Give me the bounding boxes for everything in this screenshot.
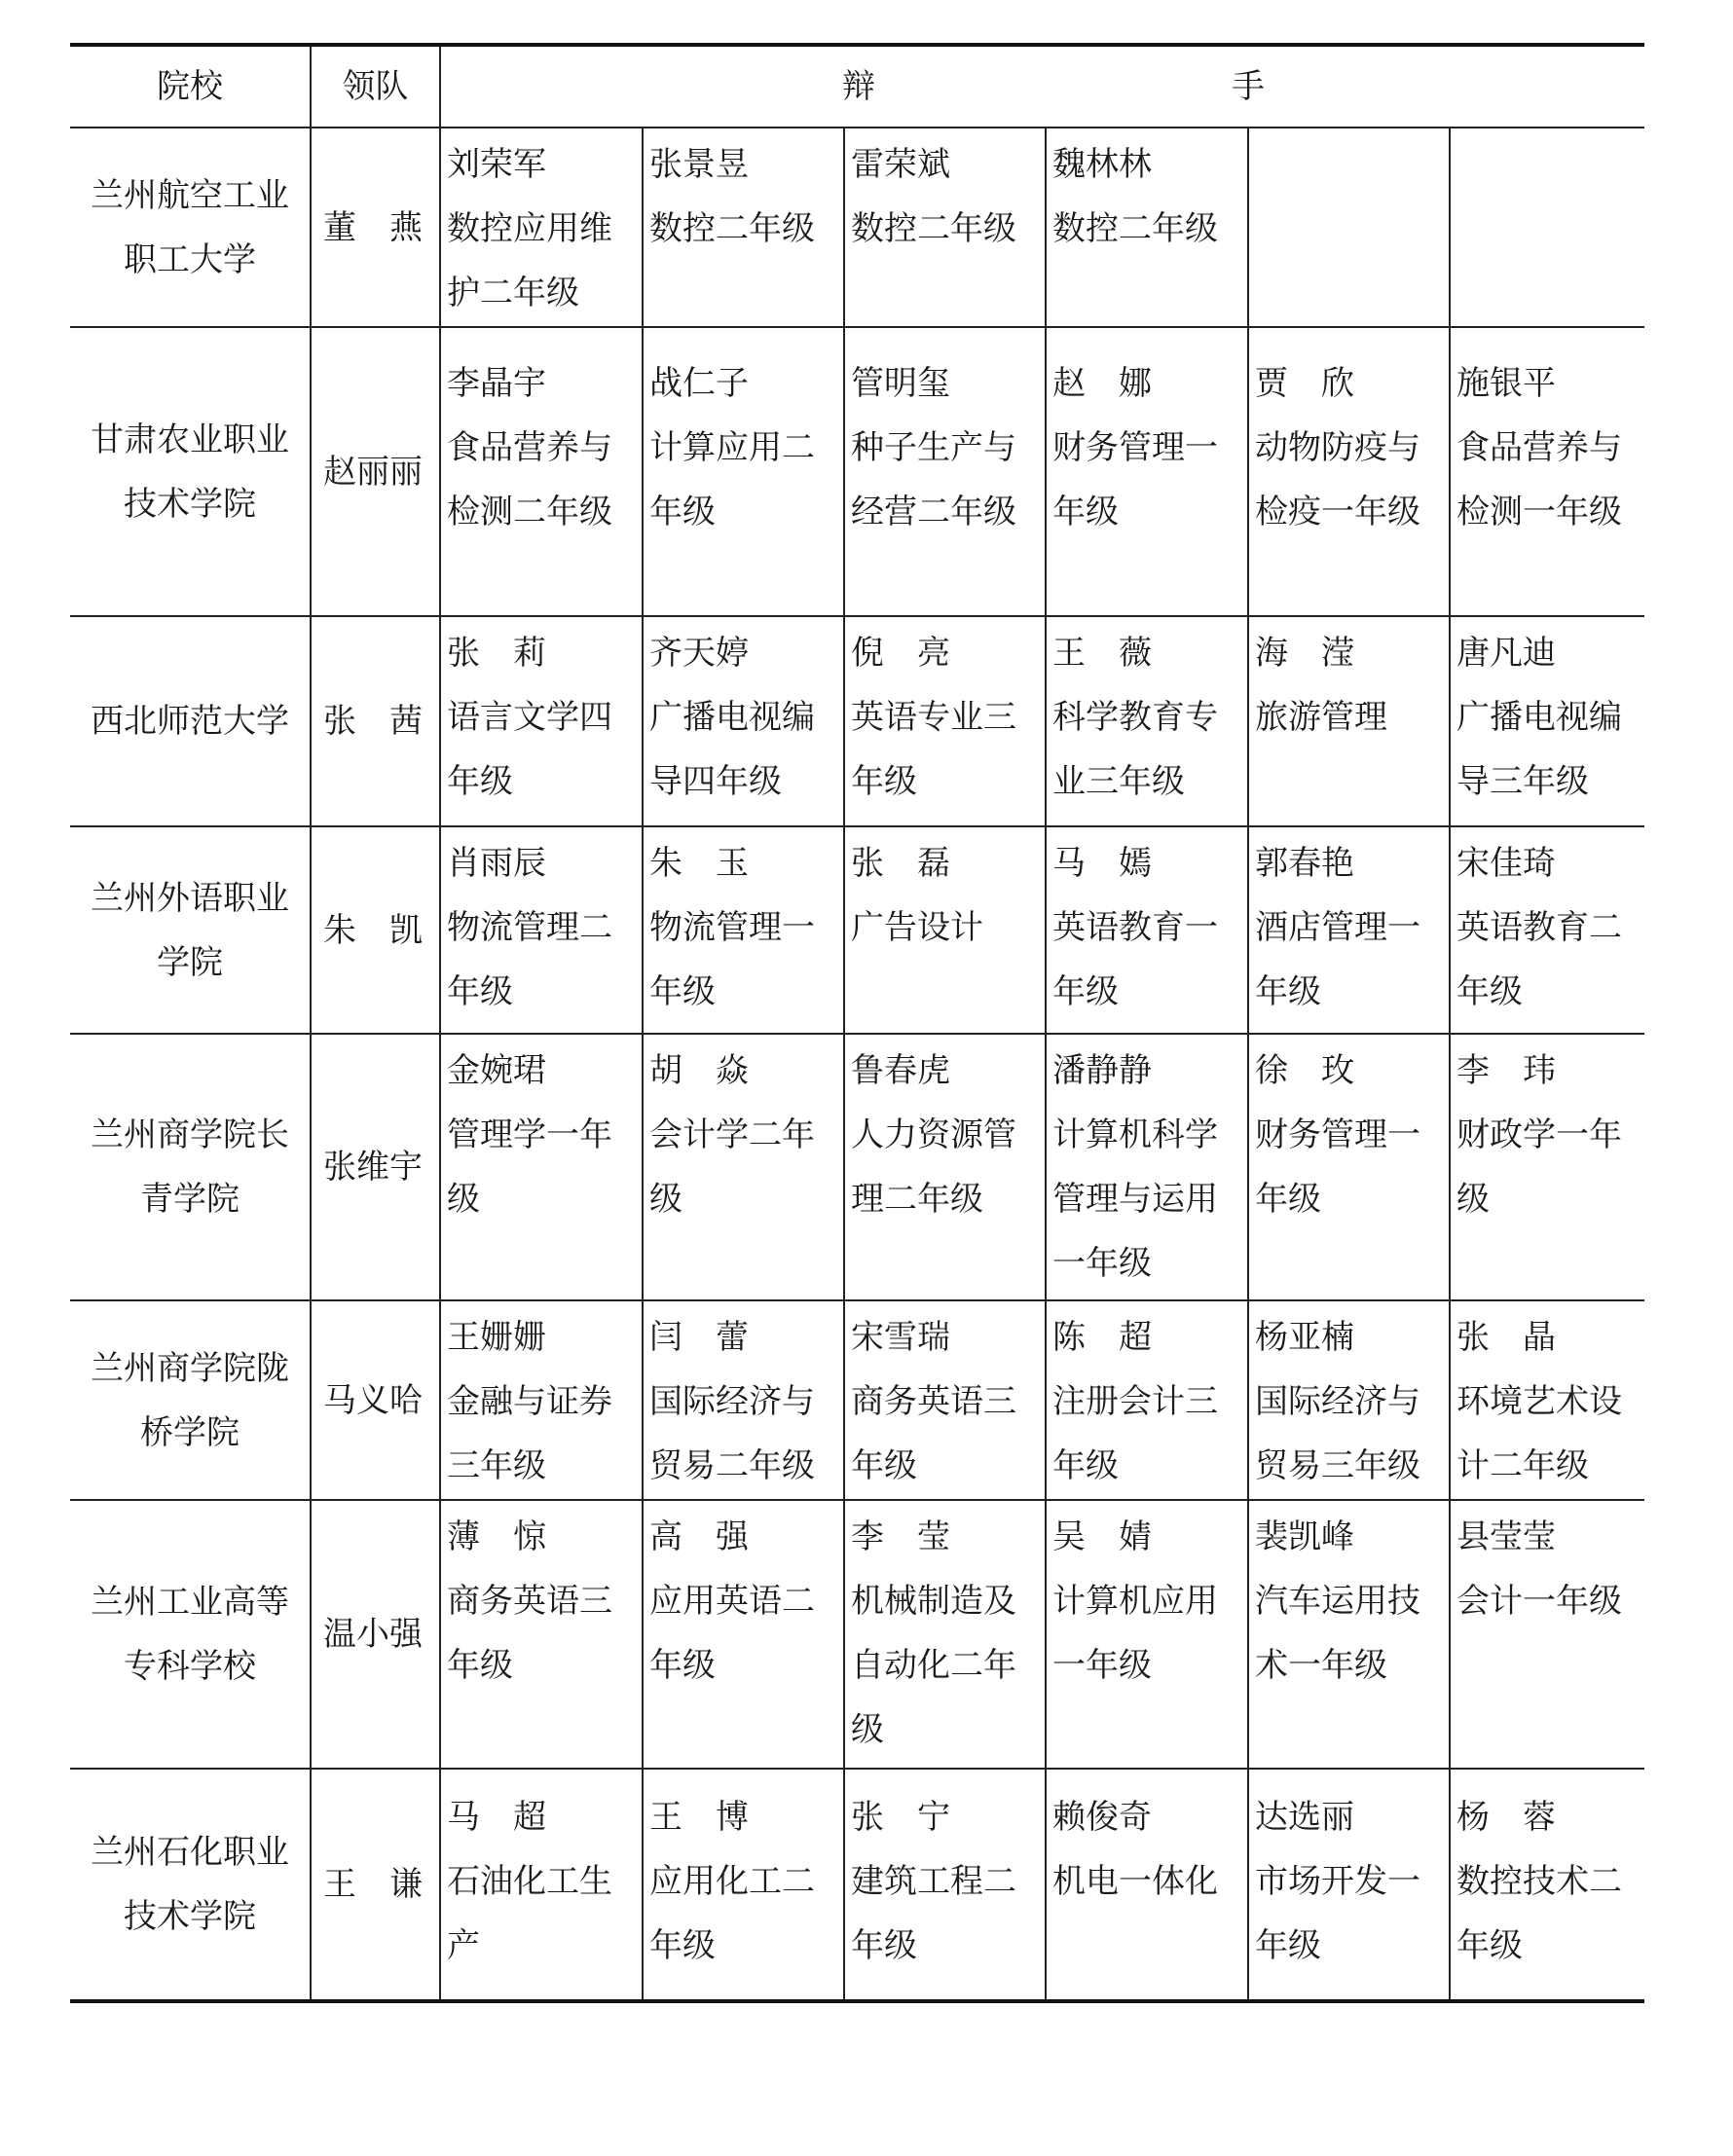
header-school: 院校	[70, 45, 311, 128]
debater-name: 宋雪瑞	[851, 1318, 950, 1357]
debater-name: 王 薇	[1052, 634, 1152, 673]
debater-major: 汽车运用技术一年级	[1255, 1582, 1420, 1685]
table-row	[70, 826, 1644, 1034]
debater-cell	[440, 1500, 643, 1769]
debater-name: 闫 蕾	[649, 1318, 749, 1357]
debater-major: 计算机应用一年级	[1052, 1582, 1218, 1685]
header-debaters-right: 手	[1232, 67, 1265, 106]
debater-cell	[844, 327, 1046, 616]
school-cell: 兰州商学院陇桥学院	[70, 1300, 311, 1500]
debater-name: 战仁子	[649, 364, 749, 403]
debater-major: 种子生产与经营二年级	[851, 428, 1016, 531]
debater-name: 海 滢	[1255, 634, 1354, 673]
debater-cell	[1248, 327, 1450, 616]
debater-major: 语言文学四年级	[447, 698, 612, 801]
table-row	[70, 1500, 1644, 1769]
debater-cell	[1046, 128, 1248, 327]
debater-major: 酒店管理一年级	[1255, 908, 1420, 1011]
header-debaters-left: 辩	[842, 67, 875, 106]
debater-name: 张 宁	[851, 1798, 950, 1837]
school-cell: 兰州石化职业技术学院	[70, 1769, 311, 2001]
debater-cell	[1248, 1034, 1450, 1300]
debater-name: 金婉珺	[447, 1051, 546, 1090]
debater-major: 商务英语三年级	[851, 1382, 1016, 1485]
leader-cell: 马义哈	[311, 1300, 440, 1500]
debater-cell	[440, 1769, 643, 2001]
debater-major: 建筑工程二年级	[851, 1862, 1016, 1965]
debater-major: 数控二年级	[851, 209, 1016, 248]
debater-name: 薄 惊	[447, 1517, 546, 1556]
debater-cell	[1450, 1500, 1644, 1769]
debater-name: 张景昱	[649, 145, 749, 184]
debater-cell	[643, 128, 844, 327]
table-row	[70, 128, 1644, 327]
debater-name: 贾 欣	[1255, 364, 1354, 403]
debater-name: 王 博	[649, 1798, 749, 1837]
school-cell: 甘肃农业职业技术学院	[70, 327, 311, 616]
debater-major: 广播电视编导四年级	[649, 698, 815, 801]
debater-cell	[1450, 128, 1644, 327]
debater-cell	[1046, 1034, 1248, 1300]
school-cell: 兰州工业高等专科学校	[70, 1500, 311, 1769]
debater-major: 会计学二年级	[649, 1115, 815, 1219]
debater-major: 财务管理一年级	[1052, 428, 1218, 531]
debater-major: 物流管理二年级	[447, 908, 612, 1011]
debater-cell	[643, 1769, 844, 2001]
debater-name: 李 莹	[851, 1517, 950, 1556]
debater-major: 国际经济与贸易三年级	[1255, 1382, 1420, 1485]
debater-major: 英语专业三年级	[851, 698, 1016, 801]
debater-name: 郭春艳	[1255, 844, 1354, 883]
debater-major: 注册会计三年级	[1052, 1382, 1218, 1485]
debater-major: 应用英语二年级	[649, 1582, 815, 1685]
table-row	[70, 1034, 1644, 1300]
debater-cell	[844, 616, 1046, 826]
debater-major: 广告设计	[851, 908, 983, 947]
debater-cell	[643, 1300, 844, 1500]
debater-major: 科学教育专业三年级	[1052, 698, 1218, 801]
debater-cell	[844, 128, 1046, 327]
debater-major: 会计一年级	[1456, 1582, 1622, 1621]
debater-cell	[1450, 616, 1644, 826]
debater-cell	[1450, 826, 1644, 1034]
debater-name: 李晶宇	[447, 364, 546, 403]
debater-cell	[844, 1034, 1046, 1300]
debater-major: 财政学一年级	[1456, 1115, 1622, 1219]
school-cell: 兰州商学院长青学院	[70, 1034, 311, 1300]
debater-name: 徐 玫	[1255, 1051, 1354, 1090]
debater-major: 环境艺术设计二年级	[1456, 1382, 1622, 1485]
school-cell: 兰州航空工业职工大学	[70, 128, 311, 327]
debater-cell	[1046, 1769, 1248, 2001]
debater-cell	[643, 826, 844, 1034]
debater-cell	[1046, 327, 1248, 616]
debater-name: 宋佳琦	[1456, 844, 1556, 883]
header-debaters	[440, 45, 1644, 128]
header-row	[70, 45, 1644, 128]
debater-major: 物流管理一年级	[649, 908, 815, 1011]
leader-cell: 朱 凯	[311, 826, 440, 1034]
table-row	[70, 1769, 1644, 2001]
debater-cell	[1450, 327, 1644, 616]
debater-cell	[440, 616, 643, 826]
debater-name: 施银平	[1456, 364, 1556, 403]
leader-cell: 王 谦	[311, 1769, 440, 2001]
debater-name: 倪 亮	[851, 634, 950, 673]
debater-name: 管明玺	[851, 364, 950, 403]
table-row	[70, 1300, 1644, 1500]
table-row	[70, 616, 1644, 826]
debater-major: 财务管理一年级	[1255, 1115, 1420, 1219]
debater-major: 金融与证券三年级	[447, 1382, 612, 1485]
leader-cell: 张维宇	[311, 1034, 440, 1300]
debater-cell	[1248, 1300, 1450, 1500]
debater-name: 雷荣斌	[851, 145, 950, 184]
debater-name: 刘荣军	[447, 145, 546, 184]
debater-cell	[440, 128, 643, 327]
debater-name: 张 莉	[447, 634, 546, 673]
debater-name: 马 超	[447, 1798, 546, 1837]
debater-name: 朱 玉	[649, 844, 749, 883]
debater-major: 旅游管理	[1255, 698, 1387, 737]
debater-major: 数控技术二年级	[1456, 1862, 1622, 1965]
debater-major: 人力资源管理二年级	[851, 1115, 1016, 1219]
debater-cell	[643, 616, 844, 826]
debater-major: 动物防疫与检疫一年级	[1255, 428, 1420, 531]
debater-major: 国际经济与贸易二年级	[649, 1382, 815, 1485]
debater-major: 应用化工二年级	[649, 1862, 815, 1965]
debater-name: 张 晶	[1456, 1318, 1556, 1357]
debater-name: 胡 焱	[649, 1051, 749, 1090]
debater-name: 鲁春虎	[851, 1051, 950, 1090]
debater-cell	[844, 826, 1046, 1034]
debater-name: 县莹莹	[1456, 1517, 1556, 1556]
debater-major: 机电一体化	[1052, 1862, 1218, 1901]
debater-cell	[440, 1300, 643, 1500]
school-cell: 西北师范大学	[70, 616, 311, 826]
debater-major: 英语教育一年级	[1052, 908, 1218, 1011]
debater-cell	[1450, 1300, 1644, 1500]
debater-name: 裴凯峰	[1255, 1517, 1354, 1556]
debater-name: 马 嫣	[1052, 844, 1152, 883]
header-leader: 领队	[311, 45, 440, 128]
debater-cell	[1450, 1769, 1644, 2001]
debater-major: 数控二年级	[649, 209, 815, 248]
debater-major: 计算应用二年级	[649, 428, 815, 531]
debater-name: 肖雨辰	[447, 844, 546, 883]
debater-major: 数控应用维护二年级	[447, 209, 612, 312]
debater-cell	[1046, 1300, 1248, 1500]
debater-cell	[844, 1300, 1046, 1500]
debater-cell	[1046, 1500, 1248, 1769]
debater-name: 达选丽	[1255, 1798, 1354, 1837]
debater-major: 广播电视编导三年级	[1456, 698, 1622, 801]
debater-cell	[643, 327, 844, 616]
debater-major: 石油化工生产	[447, 1862, 612, 1965]
debater-major: 英语教育二年级	[1456, 908, 1622, 1011]
debater-cell	[1248, 826, 1450, 1034]
leader-cell: 张 茜	[311, 616, 440, 826]
debater-major: 商务英语三年级	[447, 1582, 612, 1685]
debater-major: 计算机科学管理与运用一年级	[1052, 1115, 1218, 1283]
debater-cell	[1248, 616, 1450, 826]
leader-cell: 赵丽丽	[311, 327, 440, 616]
debater-major: 数控二年级	[1052, 209, 1218, 248]
roster-table	[70, 43, 1644, 2003]
debater-name: 李 玮	[1456, 1051, 1556, 1090]
debater-name: 魏林林	[1052, 145, 1152, 184]
debater-cell	[643, 1500, 844, 1769]
debater-cell	[1248, 1500, 1450, 1769]
debater-cell	[844, 1769, 1046, 2001]
debater-name: 杨 蓉	[1456, 1798, 1556, 1837]
debater-major: 管理学一年级	[447, 1115, 612, 1219]
debater-cell	[1450, 1034, 1644, 1300]
debater-name: 潘静静	[1052, 1051, 1152, 1090]
debater-name: 赖俊奇	[1052, 1798, 1152, 1837]
debater-cell	[643, 1034, 844, 1300]
debater-name: 杨亚楠	[1255, 1318, 1354, 1357]
debater-major: 市场开发一年级	[1255, 1862, 1420, 1965]
debater-name: 张 磊	[851, 844, 950, 883]
debater-name: 吴 婧	[1052, 1517, 1152, 1556]
debater-name: 赵 娜	[1052, 364, 1152, 403]
debater-cell	[1248, 1769, 1450, 2001]
debater-cell	[1248, 128, 1450, 327]
debater-cell	[844, 1500, 1046, 1769]
debater-major: 食品营养与检测一年级	[1456, 428, 1622, 531]
debater-name: 高 强	[649, 1517, 749, 1556]
table-row	[70, 327, 1644, 616]
debater-name: 唐凡迪	[1456, 634, 1556, 673]
debater-cell	[1046, 616, 1248, 826]
debater-cell	[1046, 826, 1248, 1034]
debater-name: 王姗姗	[447, 1318, 546, 1357]
debater-major: 机械制造及自动化二年级	[851, 1582, 1016, 1749]
debater-cell	[440, 826, 643, 1034]
debater-cell	[440, 1034, 643, 1300]
debater-name: 齐天婷	[649, 634, 749, 673]
leader-cell: 温小强	[311, 1500, 440, 1769]
debater-cell	[440, 327, 643, 616]
debater-major: 食品营养与检测二年级	[447, 428, 612, 531]
leader-cell: 董 燕	[311, 128, 440, 327]
debater-name: 陈 超	[1052, 1318, 1152, 1357]
school-cell: 兰州外语职业学院	[70, 826, 311, 1034]
